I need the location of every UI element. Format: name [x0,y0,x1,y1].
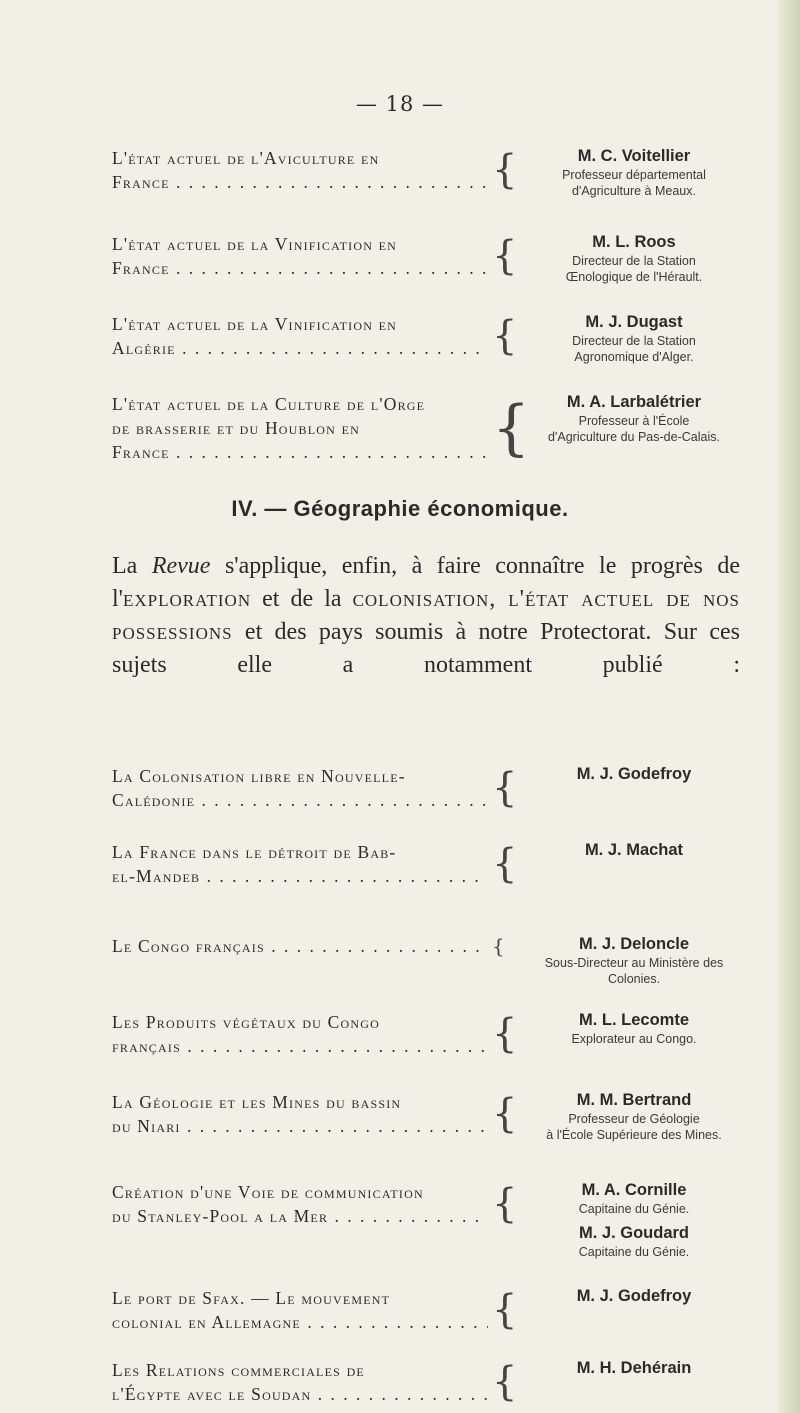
entry-title-line: France . . . [112,256,488,280]
intro-exploration: exploration [123,586,252,612]
entry-title [112,1010,488,1058]
entry-author [498,1090,770,1143]
author-name: M. M. Bertrand [576,1091,692,1109]
author-name: M. A. Larbalétrier [566,393,702,411]
author-name: M. J. Goudard [578,1224,689,1242]
page-edge [778,0,800,1413]
author-description: Professeur de Géologie [568,1112,700,1126]
entry-title [112,232,488,280]
entry-title-line: L'état actuel de la Vinification en [112,234,398,254]
author-description: Colonies. [607,972,661,986]
author-name: M. H. Dehérain [576,1359,692,1377]
entry-title-line: Les Produits végétaux du Congo [112,1012,380,1032]
brace: { [492,1181,518,1227]
author-description: Professeur départemental [562,168,706,182]
entry-title-line: l'Égypte avec le Soudan . . . [112,1382,488,1406]
author-description: Sous-Directeur au Ministère des [544,956,724,970]
brace: { [492,841,518,887]
brace: { [492,233,518,279]
intro-text: s'applique, enfin, à faire connaître le progrès de l' [112,553,740,612]
entry-title-line: de brasserie et du Houblon en [112,418,360,438]
author-description: Professeur à l'École [578,414,690,428]
brace: { [492,1287,518,1333]
brace: { [492,393,531,463]
author-description: Directeur de la Station [572,334,696,348]
entry-author [498,392,770,445]
intro-revue: Revue [151,553,211,579]
entry-author [498,146,770,199]
entry-author [498,934,770,987]
entry-author [498,1010,770,1047]
entry-title-line: L'état actuel de la Culture de l'Orge [112,394,426,414]
entry-author [498,1180,770,1260]
author-name: M. L. Lecomte [578,1011,689,1029]
entry-author [498,764,770,785]
brace: { [492,147,518,193]
author-description: Agronomique d'Alger. [574,350,694,364]
entry-title-line: Création d'une Voie de communication [112,1182,424,1202]
brace: { [492,1011,518,1057]
author-name: M. L. Roos [592,233,676,251]
intro-text: et des pays soumis à notre Protectorat. Sur ces sujets elle a notamment publié : [112,619,740,678]
author-name: M. J. Godefroy [576,765,692,783]
author-name: M. J. Machat [584,841,684,859]
intro-text: La [112,553,152,579]
author-name: M. C. Voitellier [577,147,691,165]
entry-title-line: Algérie . . . [112,336,488,360]
page-number: — 18 — [355,92,445,116]
author-description: d'Agriculture du Pas-de-Calais. [548,430,720,444]
entry-title-line: Le port de Sfax. — Le mouvement [112,1288,391,1308]
intro-paragraph [112,550,740,682]
entry-author [498,840,770,861]
intro-text: et de la [251,586,353,612]
author-name: M. J. Godefroy [576,1287,692,1305]
entry-title-line: France . . . [112,170,488,194]
entry-title-line: La Colonisation libre en Nouvelle- [112,766,406,786]
entry-title [112,392,488,464]
entry-title-line: Le Congo français . . . [112,934,488,958]
entry-title [112,312,488,360]
entry-title [112,764,488,812]
entry-title-line: La Géologie et les Mines du bassin [112,1092,402,1112]
entry-title-line: du Stanley-Pool a la Mer . . . [112,1204,488,1228]
author-description: Capitaine du Génie. [578,1202,690,1216]
entry-title [112,1180,488,1228]
entry-title-line: colonial en Allemagne . . . [112,1310,488,1334]
entry-title [112,1358,488,1406]
author-description: Capitaine du Génie. [578,1245,690,1259]
author-description: Explorateur au Congo. [571,1032,697,1046]
entry-title [112,1286,488,1334]
entry-author [498,232,770,285]
entry-title-line: L'état actuel de la Vinification en [112,314,398,334]
brace: { [492,1359,518,1405]
author-name: M. J. Deloncle [578,935,690,953]
entry-title-line: français . . . [112,1034,488,1058]
entry-title-line: Calédonie . . . [112,788,488,812]
intro-colonisation: colonisation, l'état actuel de nos possessions [112,586,740,645]
author-description: Œnologique de l'Hérault. [565,270,703,284]
brace: { [492,1091,518,1137]
entry-title-line: el-Mandeb . . . [112,864,488,888]
author-description: Directeur de la Station [572,254,696,268]
entry-title-line: France . . . [112,440,488,464]
brace: { [492,765,518,811]
entry-title-line: Les Relations commerciales de [112,1360,365,1380]
author-description: à l'École Supérieure des Mines. [546,1128,722,1142]
brace: { [492,313,518,359]
section-heading: IV. — Géographie économique. [231,496,569,521]
entry-title [112,840,488,888]
entry-author [498,1358,770,1379]
entry-author [498,312,770,365]
brace: { [492,934,505,958]
author-name: M. J. Dugast [585,313,683,331]
entry-title [112,934,488,958]
author-name: M. A. Cornille [581,1181,687,1199]
entry-title [112,1090,488,1138]
entry-title-line: L'état actuel de l'Aviculture en [112,148,380,168]
entry-title-line: du Niari . . . [112,1114,488,1138]
entry-author [498,1286,770,1307]
author-description: d'Agriculture à Meaux. [572,184,696,198]
entry-title-line: La France dans le détroit de Bab- [112,842,397,862]
entry-title [112,146,488,194]
